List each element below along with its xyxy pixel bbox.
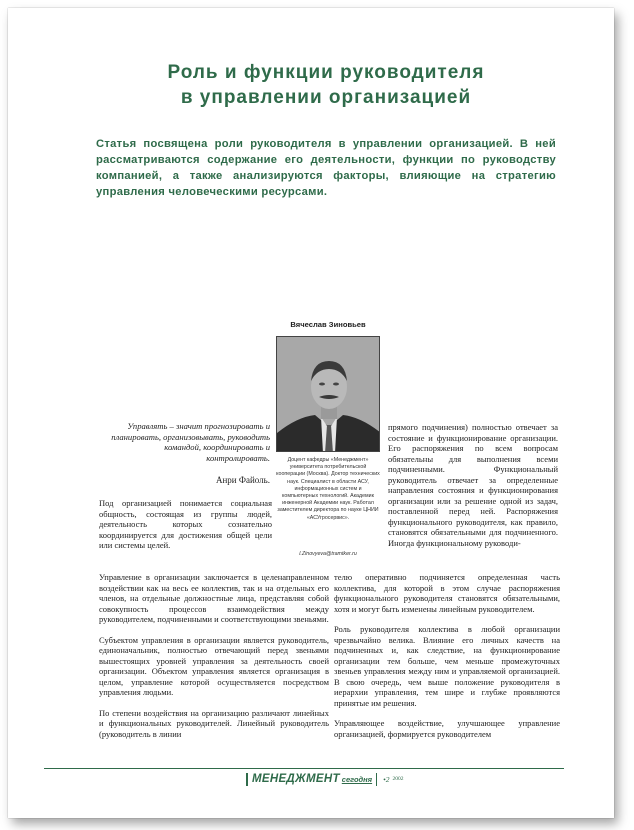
paragraph: Субъектом управления в организации является руководитель, единоначальник, полностью отвечающий перед звеньями вышестоящих уровней управления за деятельность своей организации. Объектом управления является организация в целом, управление которой осуществляется посредством управления людьми. [99, 634, 329, 697]
epigraph-author: Анри Файоль. [215, 475, 270, 485]
paragraph: Под организацией понимается социальная общность, состоящая из группы людей, деятельность которых сознательно координируется для достижения общей цели или системы целей. [99, 498, 272, 550]
author-email: l.Zinovyeva@tramtker.ru [299, 551, 357, 557]
paragraph: Управляющее воздействие, улучшающее управление организацией, формируется руководителем [334, 718, 560, 739]
body-column-left-top [99, 498, 272, 561]
article-title-line-1: Роль и функции руководителя [167, 62, 485, 83]
page-footer [246, 772, 404, 786]
footer-divider [44, 768, 564, 769]
magazine-name: МЕНЕДЖМЕНТ [252, 773, 340, 785]
paragraph: По степени воздействия на организацию различают линейных и функциональных руководителей. Линейный руководитель (руководитель в линии [99, 707, 329, 739]
paragraph: прямого подчинения) полностью отвечает за состояние и функционирование организации. Его распоряжения по всем вопросам обязательны для выполнения всеми подчиненными. Функциональный руководитель отвечает за определенные направления состояния и функционирования организации или за решение одной из задач, поставленной перед ней. Распоряжения функционального руководителя, как правило, становятся обязательными для подчиненного. Иногда функциональному руководи- [388, 422, 558, 548]
paragraph: телю оперативно подчиняется определенная часть коллектива, для которой в этом случае распоряжения функционального руководителя становятся обязательными, хотя и могут быть изменены линейным руководителем. [334, 572, 560, 614]
article-title [66, 60, 586, 110]
author-photo [276, 336, 380, 452]
epigraph-quote: Управлять – значит прогнозировать и планировать, организовывать, руководить командой, координировать и контролировать. [111, 421, 270, 463]
body-column-right [334, 572, 560, 749]
article-lead: Статья посвящена роли руководителя в управлении организацией. В ней рассматриваются содержание его деятельности, функции по руководству компанией, а также анализируются факторы, влияющие на стратегию управления человеческими ресурсами. [96, 138, 556, 198]
paragraph: Управление в организации заключается в целенаправленном воздействии как на весь ее коллектив, так и на отдельных его членов, на отдельные должностные лица, представляя собой совокупность процессов взаимодействия между руководителем, подчиненными и соответствующими звеньями. [99, 572, 329, 624]
issue-number: •2 [383, 774, 390, 784]
magazine-page [8, 8, 614, 818]
magazine-logo [246, 773, 377, 786]
author-name: Вячеслав Зиновьев [290, 320, 366, 329]
magazine-name-sub: сегодня [341, 774, 373, 784]
paragraph: Роль руководителя коллектива в любой организации чрезвычайно велика. Влияние его личных качеств на подчиненных и, как следствие, на функционирование организации тем больше, чем меньше промежуточных звеньев управления между ним и управляемой организацией. В свою очередь, чем выше положение руководителя в иерархии управления, тем шире и глубже проявляются принятые им решения. [334, 624, 560, 708]
issue-year: 2002 [392, 776, 404, 782]
author-bio: Доцент кафедры «Менеджмент» университета потребительской кооперации (Москва). Доктор технических наук. Специалист в области АСУ, информационных систем и компьютерных технологий. Академик инженерной Академии наук. Работал заместителем директора по науке ЦНИИ «АСУгросервис». [276, 457, 380, 521]
body-column-left [99, 572, 329, 749]
body-column-right-top [388, 422, 558, 558]
article-title-line-2: в управлении организацией [180, 87, 472, 108]
author-portrait-image [277, 337, 380, 452]
